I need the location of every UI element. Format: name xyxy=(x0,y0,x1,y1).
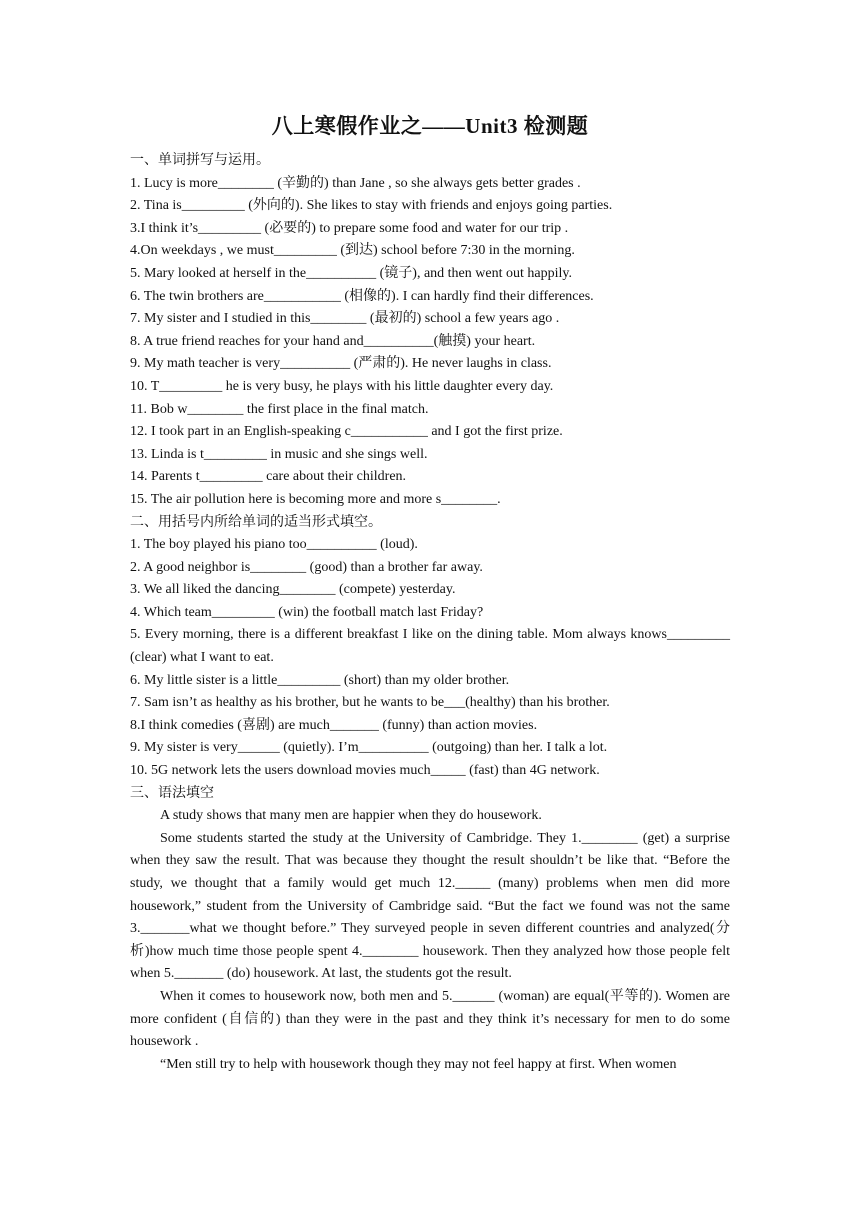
question-item: 13. Linda is t_________ in music and she sings well. xyxy=(130,446,428,462)
question-item: 6. My little sister is a little_________ (short) than my older brother. xyxy=(130,672,510,688)
passage-paragraph: Some students started the study at the University of Cambridge. They 1.________ (get) a surprise when they saw the result. That was because they thought the result shouldn’t be like that. “Before the study, we thought that a family would get much 12._____ (many) problems when men did more housework,” student from the University of Cambridge said. “But the fact we found was not the same 3._______what we thought before.” They surveyed people in seven different countries and analyzed(分析)how much time those people spent 4.________ housework. Then they analyzed how those people felt when 5._______ (do) housework. At last, the students got the result. xyxy=(130,830,730,982)
section-1 xyxy=(130,150,730,512)
passage-paragraph: A study shows that many men are happier when they do housework. xyxy=(160,808,542,824)
question-item: 6. The twin brothers are___________ (相像的). I can hardly find their differences. xyxy=(130,288,594,304)
page-title: 八上寒假作业之——Unit3 检测题 xyxy=(271,114,589,138)
question-item: 2. Tina is_________ (外向的). She likes to stay with friends and enjoys going parties. xyxy=(130,198,613,214)
question-item: 11. Bob w________ the first place in the final match. xyxy=(130,401,429,417)
document-page xyxy=(130,112,730,1076)
question-item: 8.I think comedies (喜剧) are much_______ (funny) than action movies. xyxy=(130,717,538,733)
question-item: 7. My sister and I studied in this________ (最初的) school a few years ago . xyxy=(130,311,560,327)
question-item: 2. A good neighbor is________ (good) than a brother far away. xyxy=(130,559,483,575)
question-item: 5. Every morning, there is a different breakfast I like on the dining table. Mom always knows_________ (clear) what I want to eat. xyxy=(130,627,730,666)
section-2-heading: 二、用括号内所给单词的适当形式填空。 xyxy=(130,514,382,530)
section-2 xyxy=(130,512,730,783)
question-item: 9. My sister is very______ (quietly). I’m__________ (outgoing) than her. I talk a lot. xyxy=(130,740,608,756)
question-item: 3. We all liked the dancing________ (compete) yesterday. xyxy=(130,582,456,598)
passage-paragraph: When it comes to housework now, both men and 5.______ (woman) are equal(平等的). Women are more confident (自信的) than they were in the past and they think it’s necessary for men to do some housework . xyxy=(130,988,730,1050)
question-item: 5. Mary looked at herself in the__________ (镜子), and then went out happily. xyxy=(130,265,572,281)
question-item: 1. The boy played his piano too__________ (loud). xyxy=(130,537,418,553)
question-item: 9. My math teacher is very__________ (严肃的). He never laughs in class. xyxy=(130,356,552,372)
question-item: 1. Lucy is more________ (辛勤的) than Jane , so she always gets better grades . xyxy=(130,175,581,191)
question-item: 10. 5G network lets the users download movies much_____ (fast) than 4G network. xyxy=(130,763,600,779)
question-item: 4.On weekdays , we must_________ (到达) school before 7:30 in the morning. xyxy=(130,243,575,259)
question-item: 4. Which team_________ (win) the football match last Friday? xyxy=(130,604,484,620)
section-3-heading: 三、语法填空 xyxy=(130,785,214,801)
question-item: 10. T_________ he is very busy, he plays with his little daughter every day. xyxy=(130,378,554,394)
question-item: 14. Parents t_________ care about their children. xyxy=(130,469,407,485)
question-item: 8. A true friend reaches for your hand and__________(触摸) your heart. xyxy=(130,333,536,349)
section-1-heading: 一、单词拼写与运用。 xyxy=(130,153,270,168)
question-item: 3.I think it’s_________ (必要的) to prepare some food and water for our trip . xyxy=(130,220,569,236)
passage-paragraph: “Men still try to help with housework though they may not feel happy at first. When women xyxy=(160,1056,677,1072)
question-item: 7. Sam isn’t as healthy as his brother, but he wants to be___(healthy) than his brother. xyxy=(130,695,610,711)
question-item: 12. I took part in an English-speaking c___________ and I got the first prize. xyxy=(130,424,563,440)
section-3 xyxy=(130,783,730,1077)
question-item: 15. The air pollution here is becoming more and more s________. xyxy=(130,491,501,507)
